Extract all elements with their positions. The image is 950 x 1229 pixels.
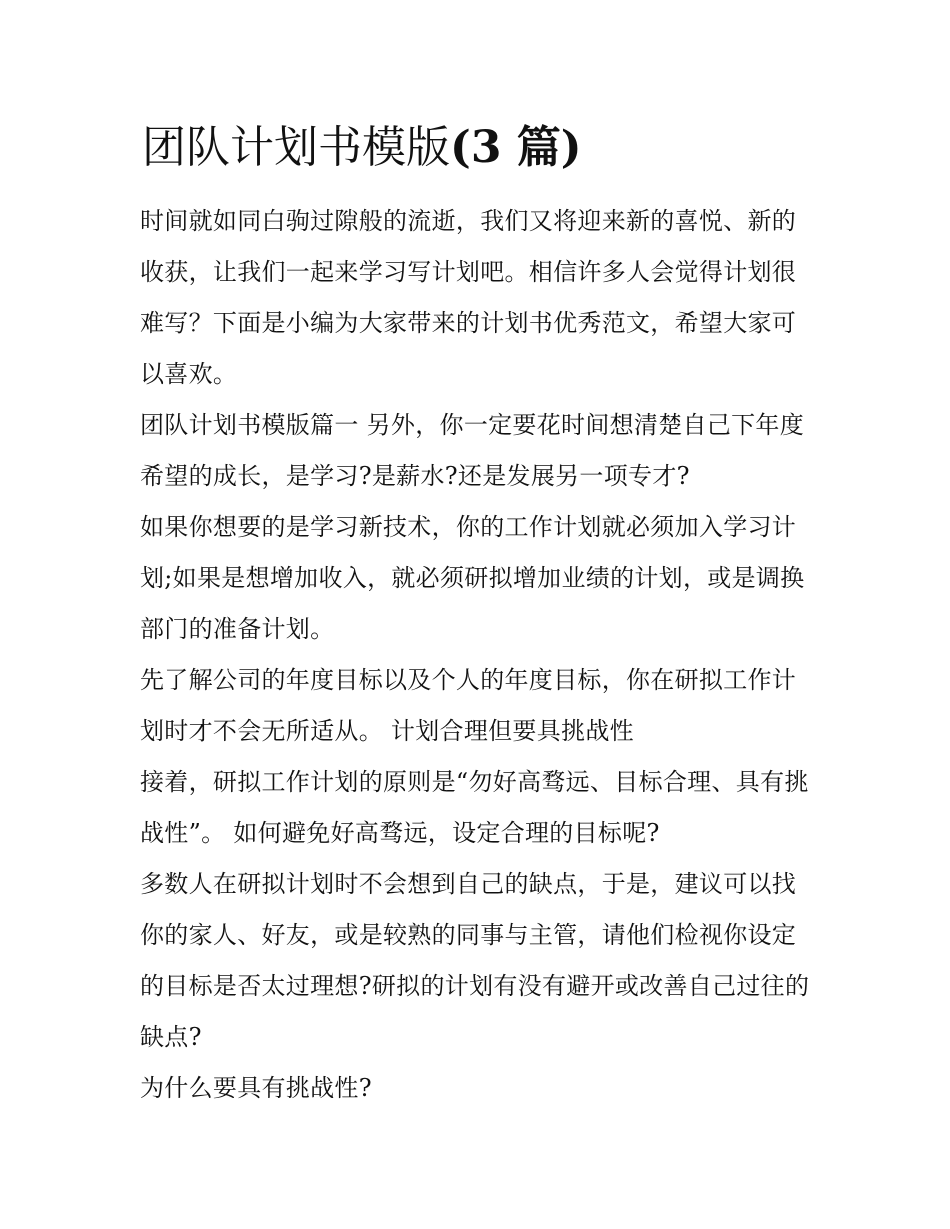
paragraph: 如果你想要的是学习新技术，你的工作计划就必须加入学习计划;如果是想增加收入，就必须研拟增加业绩的计划，或是调换部门的准备计划。	[140, 513, 805, 643]
page-title	[142, 118, 822, 178]
title-count: (3 篇)	[450, 122, 582, 173]
paragraph-intro: 时间就如同白驹过隙般的流逝，我们又将迎来新的喜悦、新的收获，让我们一起来学习写计划吧。相信许多人会觉得计划很难写？下面是小编为大家带来的计划书优秀范文，希望大家可以喜欢。	[140, 207, 797, 388]
paragraph: 先了解公司的年度目标以及个人的年度目标，你在研拟工作计划时才不会无所适从。 计划合理但要具挑战性	[140, 666, 797, 745]
title-text: 团队计划书模版	[142, 122, 450, 173]
paragraph: 接着，研拟工作计划的原则是“勿好高骛远、目标合理、具有挑战性”。 如何避免好高骛远，设定合理的目标呢?	[140, 768, 809, 847]
paragraph: 多数人在研拟计划时不会想到自己的缺点，于是，建议可以找你的家人、好友，或是较熟的同事与主管，请他们检视你设定的目标是否太过理想?研拟的计划有没有避开或改善自己过往的缺点?	[140, 870, 810, 1051]
paragraph: 为什么要具有挑战性?	[140, 1074, 372, 1102]
paragraph-part-one: 团队计划书模版篇一 另外，你一定要花时间想清楚自己下年度希望的成长，是学习?是薪水?还是发展另一项专才?	[140, 411, 805, 490]
document-body	[140, 196, 818, 1114]
